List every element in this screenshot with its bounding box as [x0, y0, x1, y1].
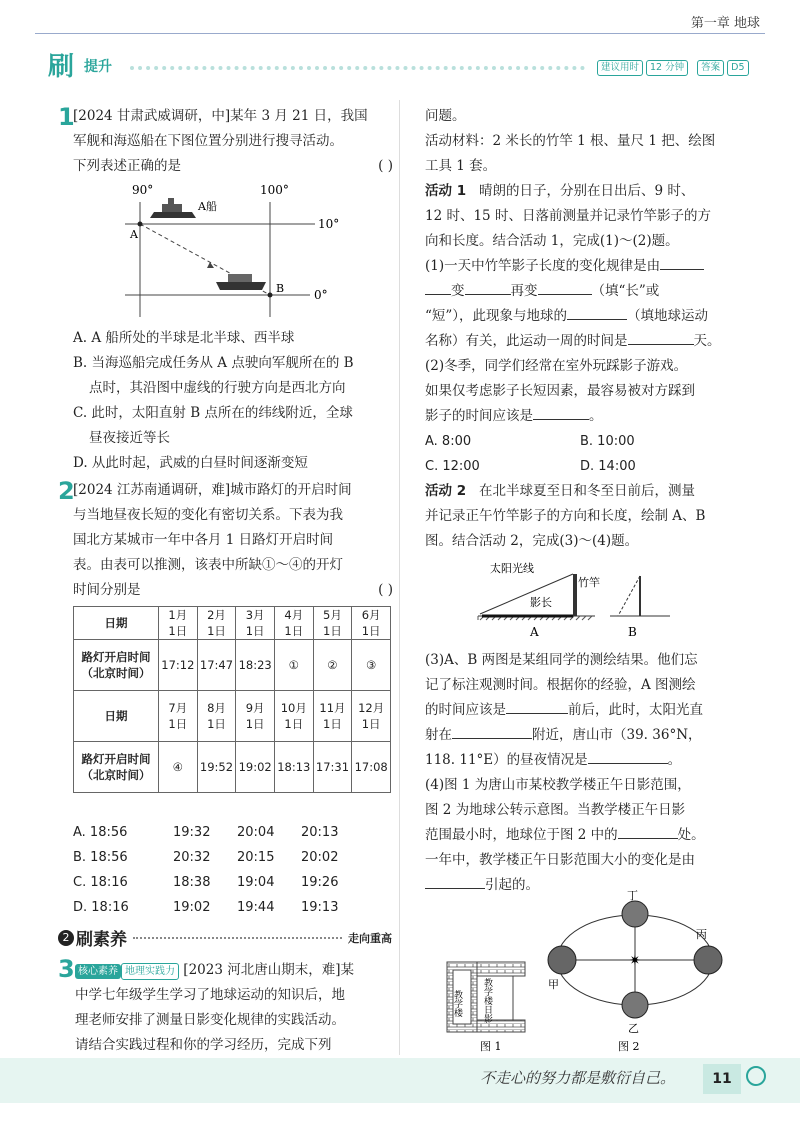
fig2-caption: 图 2 — [618, 1040, 640, 1053]
q1-map-figure — [110, 182, 350, 322]
fig-a-label: A — [530, 625, 539, 638]
month-cell: 12月 — [358, 701, 385, 715]
table-row — [74, 691, 391, 742]
pole-a — [573, 574, 577, 616]
q2-option-c[interactable]: C. 18:16 18:38 19:04 19:26 — [73, 875, 339, 890]
day-cell: 1日 — [284, 717, 304, 731]
s2-option-a[interactable]: A. 8:00 — [425, 434, 472, 449]
s4-text: (4)图 1 为唐山市某校教学楼正午日影范围， — [425, 777, 691, 793]
q2-stem — [73, 478, 393, 603]
time-cell: ④ — [159, 742, 198, 793]
activity2-text: 在北半球夏至日和冬至日前后，测量 — [478, 483, 695, 499]
pos-jia-label: 甲 — [548, 978, 559, 991]
activity2-label: 活动 2 — [425, 483, 467, 499]
s1-blank-1b[interactable] — [425, 280, 451, 295]
time-cell: 18:23 — [236, 640, 275, 691]
time-cell: 18:13 — [274, 742, 313, 793]
day-cell: 1日 — [361, 624, 381, 638]
s4-blank-1[interactable] — [618, 824, 678, 839]
streetlight-table — [73, 606, 391, 793]
s1-blank-3[interactable] — [538, 280, 592, 295]
month-cell: 11月 — [319, 701, 346, 715]
day-cell: 1日 — [168, 717, 188, 731]
time-cell: 17:12 — [159, 640, 198, 691]
q3-stem-head: [2023 河北唐山期末，难]某 — [183, 962, 354, 978]
q2-option-d[interactable]: D. 18:16 19:02 19:44 19:13 — [73, 900, 339, 915]
s3-blank-3[interactable] — [588, 749, 668, 764]
q1-stem-line: [2024 甘肃武威调研，中]某年 3 月 21 日，我国 — [73, 108, 368, 124]
fig-b-label: B — [628, 625, 637, 638]
activity1-text: 晴朗的日子，分别在日出后、9 时、 — [478, 183, 695, 199]
chapter-title: 第一章 地球 — [690, 16, 760, 31]
fig2-earth-orbit — [540, 890, 725, 1055]
s4-text: 图 2 为地球公转示意图。当教学楼正午日影 — [425, 802, 686, 818]
page-number: 11 — [703, 1064, 741, 1094]
building-shadow-label: 教学楼日影 — [482, 978, 492, 1023]
q3-cont-line: 问题。 — [425, 108, 466, 124]
lat-0-label: 0° — [314, 288, 328, 302]
time-cell: 17:08 — [352, 742, 391, 793]
s2-option-c[interactable]: C. 12:00 — [425, 459, 480, 474]
time-cell: ③ — [352, 640, 391, 691]
header-dots — [130, 66, 585, 70]
q2-option-a[interactable]: A. 18:56 19:32 20:04 20:13 — [73, 825, 339, 840]
q2-stem-line: [2024 江苏南通调研，难]城市路灯的开启时间 — [73, 482, 352, 498]
point-a-label: A — [130, 228, 138, 241]
earth-ding — [622, 901, 648, 927]
q3-stem-line: 请结合实践过程和你的学习经历，完成下列 — [75, 1037, 332, 1053]
shadow-ab-figure — [470, 556, 690, 638]
month-cell: 2月 — [207, 608, 226, 622]
activity2-text: 并记录正午竹竿影子的方向和长度，绘制 A、B — [425, 508, 706, 524]
q2-answer-paren: ( ) — [378, 582, 393, 598]
s2-text: (2)冬季，同学们经常在室外玩踩影子游戏。 — [425, 358, 688, 374]
s2-text: 如果仅考虑影子长短因素，最容易被对方踩到 — [425, 383, 695, 399]
shadow-length-label: 影长 — [530, 596, 552, 609]
materials-line: 工具 1 套。 — [425, 158, 497, 174]
footer-motto: 不走心的努力都是敷衍自己。 — [480, 1069, 676, 1087]
time-label: 建议用时 — [597, 60, 643, 76]
warship-icon — [150, 198, 196, 218]
earth-bing — [694, 946, 722, 974]
time-cell: ① — [274, 640, 313, 691]
materials-line: 活动材料：2 米长的竹竿 1 根、量尺 1 把、绘图 — [425, 133, 716, 149]
q1-stem-line: 军舰和海巡船在下图位置分别进行搜寻活动。 — [73, 133, 343, 149]
s1-text: (1)一天中竹竿影子长度的变化规律是由 — [425, 258, 661, 274]
time-value: 12 分钟 — [646, 60, 688, 76]
s3-text: 记了标注观测时间。根据你的经验，A 图测绘 — [425, 677, 696, 693]
time-header-sub: （北京时间） — [81, 768, 151, 782]
q1-option-b-cont: 点时，其沿图中虚线的行驶方向是西北方向 — [89, 380, 346, 396]
earth-yi — [622, 992, 648, 1018]
activity2-text: 图。结合活动 2，完成(3)～(4)题。 — [425, 533, 639, 549]
s1-blank-4[interactable] — [567, 305, 627, 320]
s2-blank[interactable] — [533, 405, 589, 420]
table-row — [74, 742, 391, 793]
header-rule — [35, 33, 765, 34]
pos-ding-label: 丁 — [627, 890, 638, 902]
section-icon: 2 — [58, 930, 74, 946]
q3-subq-3-4: (3)A、B 两图是某组同学的测绘结果。他们忘 记了标注观测时间。根据你的经验，A 图测绘 的时间应该是 前后，此时，太阳光直 射在 附近，唐山市（39. 36°N， 118. 11°E）的昼夜情况是 。 (4)图 1 为唐山市某校教学楼正午日影范围， 图 2 为地球公转示意图。当教学楼正午日影 范围最小时，地球位于图 2 中的 处。 一年中，教学楼正午日影范围大小的变化是由 引起的。 — [425, 648, 755, 898]
s2-option-b[interactable]: B. 10:00 — [580, 434, 635, 449]
q3-number: 3 — [58, 955, 75, 983]
activity1-text: 12 时、15 时、日落前测量并记录竹竿影子的方 — [425, 208, 711, 224]
day-cell: 1日 — [323, 717, 342, 731]
q2-number: 2 — [58, 477, 75, 505]
day-cell: 1日 — [284, 624, 304, 638]
patrol-ship-icon — [216, 274, 266, 290]
s2-option-d[interactable]: D. 14:00 — [580, 459, 636, 474]
time-info — [597, 60, 749, 76]
month-cell: 8月 — [207, 701, 226, 715]
pos-bing-label: 丙 — [696, 928, 707, 941]
month-cell: 5月 — [323, 608, 342, 622]
time-cell: 17:47 — [197, 640, 236, 691]
section-title: 刷素养 — [76, 930, 127, 950]
q1-stem-line: 下列表述正确的是 — [73, 158, 181, 174]
earth-jia — [548, 946, 576, 974]
section-right-label: 走向重高 — [348, 931, 392, 945]
q1-option-c-cont: 昼夜接近等长 — [89, 430, 170, 446]
month-cell: 3月 — [245, 608, 265, 622]
q1-number: 1 — [58, 103, 75, 131]
q2-stem-line: 表。由表可以推测，该表中所缺①～④的开灯 — [73, 557, 343, 573]
fig1-building-shadow — [445, 940, 540, 1055]
building-label: 教学楼 — [452, 990, 462, 1017]
pos-yi-label: 乙 — [628, 1022, 639, 1035]
q1-option-b[interactable]: B. 当海巡船完成任务从 A 点驶向军舰所在的 B — [73, 355, 354, 371]
s3-blank-1[interactable] — [506, 699, 568, 714]
time-cell: 17:31 — [313, 742, 352, 793]
practice-badge: 地理实践力 — [121, 963, 179, 980]
date-header: 日期 — [74, 691, 159, 742]
fig1-caption: 图 1 — [480, 1040, 502, 1053]
activity1-label: 活动 1 — [425, 183, 467, 199]
day-cell: 1日 — [207, 717, 226, 731]
time-header: 路灯开启时间 — [81, 650, 151, 664]
day-cell: 1日 — [168, 624, 188, 638]
brush-logo: 刷 — [48, 52, 75, 82]
q1-options — [73, 326, 398, 476]
date-header: 日期 — [74, 607, 159, 640]
time-cell: 19:02 — [236, 742, 275, 793]
s1-blank-2[interactable] — [465, 280, 511, 295]
time-cell: ② — [313, 640, 352, 691]
time-cell: 19:52 — [197, 742, 236, 793]
point-b-label: B — [276, 282, 285, 295]
pole-label: 竹竿 — [578, 576, 600, 589]
q3-continued: 问题。 活动材料：2 米长的竹竿 1 根、量尺 1 把、绘图 工具 1 套。 活动 1 晴朗的日子，分别在日出后、9 时、 12 时、15 时、日落前测量并记录竹竿影子的方 向和长度。结合活动 1，完成(1)～(2)题。 (1)一天中竹竿影子长度的变化规律是由 变 再变 （填“长”或 “短”），此现象与地球的 （填地球运动 名称）有关，此运动一周的时间是 天。 (2)冬季，同学们经常在室外玩踩影子游戏。 如果仅考虑影子长短因素，最容易被对方踩到 影子的时间应该是 。 A. 8:00 B. 10:00 C. 12:00 D. 14:00 活动 2 在北半球夏至日和冬至日前后，测量 并记录正午竹竿影子的方向和长度，绘制 A、B 图。结合活动 2，完成(3)～(4)题。 — [425, 104, 755, 554]
q2-stem-line: 与当地昼夜长短的变化有密切关系。下表为我 — [73, 507, 343, 523]
brush-subtitle: 提升 — [84, 59, 112, 75]
month-cell: 6月 — [361, 608, 381, 622]
q3-stem — [75, 958, 395, 1058]
time-header: 路灯开启时间 — [81, 752, 151, 766]
s4-text: 一年中，教学楼正午日影范围大小的变化是由 — [425, 852, 695, 868]
q1-option-c[interactable]: C. 此时，太阳直射 B 点所在的纬线附近，全球 — [73, 405, 353, 421]
q2-stem-line: 时间分别是 — [73, 582, 141, 598]
month-cell: 4月 — [284, 608, 304, 622]
section-header — [58, 925, 392, 950]
sun-icon: ✷ — [629, 953, 641, 969]
s1-blank-5[interactable] — [628, 330, 694, 345]
s3-text: (3)A、B 两图是某组同学的测绘结果。他们忘 — [425, 652, 698, 668]
sun-ray-label: 太阳光线 — [490, 562, 534, 575]
s1-blank-1[interactable] — [660, 255, 704, 270]
day-cell: 1日 — [207, 624, 226, 638]
s3-blank-2[interactable] — [452, 724, 532, 739]
lat-10-label: 10° — [318, 217, 340, 231]
month-cell: 9月 — [245, 701, 265, 715]
lon-100-label: 100° — [260, 183, 289, 197]
table-row — [74, 607, 391, 640]
answer-value: D5 — [727, 60, 748, 76]
core-literacy-badge: 核心素养 — [75, 964, 121, 979]
column-divider — [399, 100, 400, 1055]
day-cell: 1日 — [323, 624, 342, 638]
mascot-icon — [746, 1066, 766, 1086]
q1-option-d[interactable]: D. 从此时起，武威的白昼时间逐渐变短 — [73, 455, 308, 471]
day-cell: 1日 — [245, 717, 265, 731]
s4-blank-2[interactable] — [425, 874, 485, 889]
month-cell: 10月 — [280, 701, 307, 715]
lon-90-label: 90° — [132, 183, 154, 197]
ship-a-label: A船 — [198, 200, 217, 213]
footer-band — [0, 1058, 800, 1103]
answer-label: 答案 — [697, 60, 724, 76]
q1-answer-paren: ( ) — [378, 158, 393, 174]
q1-stem — [73, 104, 393, 179]
day-cell: 1日 — [245, 624, 265, 638]
q2-option-b[interactable]: B. 18:56 20:32 20:15 20:02 — [73, 850, 339, 865]
q1-option-a[interactable]: A. A 船所处的半球是北半球、西半球 — [73, 330, 295, 346]
section-dots — [133, 937, 342, 939]
q3-stem-line: 理老师安排了测量日影变化规律的实践活动。 — [75, 1012, 345, 1028]
table-row — [74, 640, 391, 691]
activity1-text: 向和长度。结合活动 1，完成(1)～(2)题。 — [425, 233, 679, 249]
q2-options — [73, 820, 393, 920]
q2-stem-line: 国北方某城市一年中各月 1 日路灯开启时间 — [73, 532, 334, 548]
month-cell: 7月 — [168, 701, 188, 715]
day-cell: 1日 — [361, 717, 381, 731]
time-header-sub: （北京时间） — [81, 666, 151, 680]
q3-stem-line: 中学七年级学生学习了地球运动的知识后，地 — [75, 987, 345, 1003]
month-cell: 1月 — [168, 608, 188, 622]
